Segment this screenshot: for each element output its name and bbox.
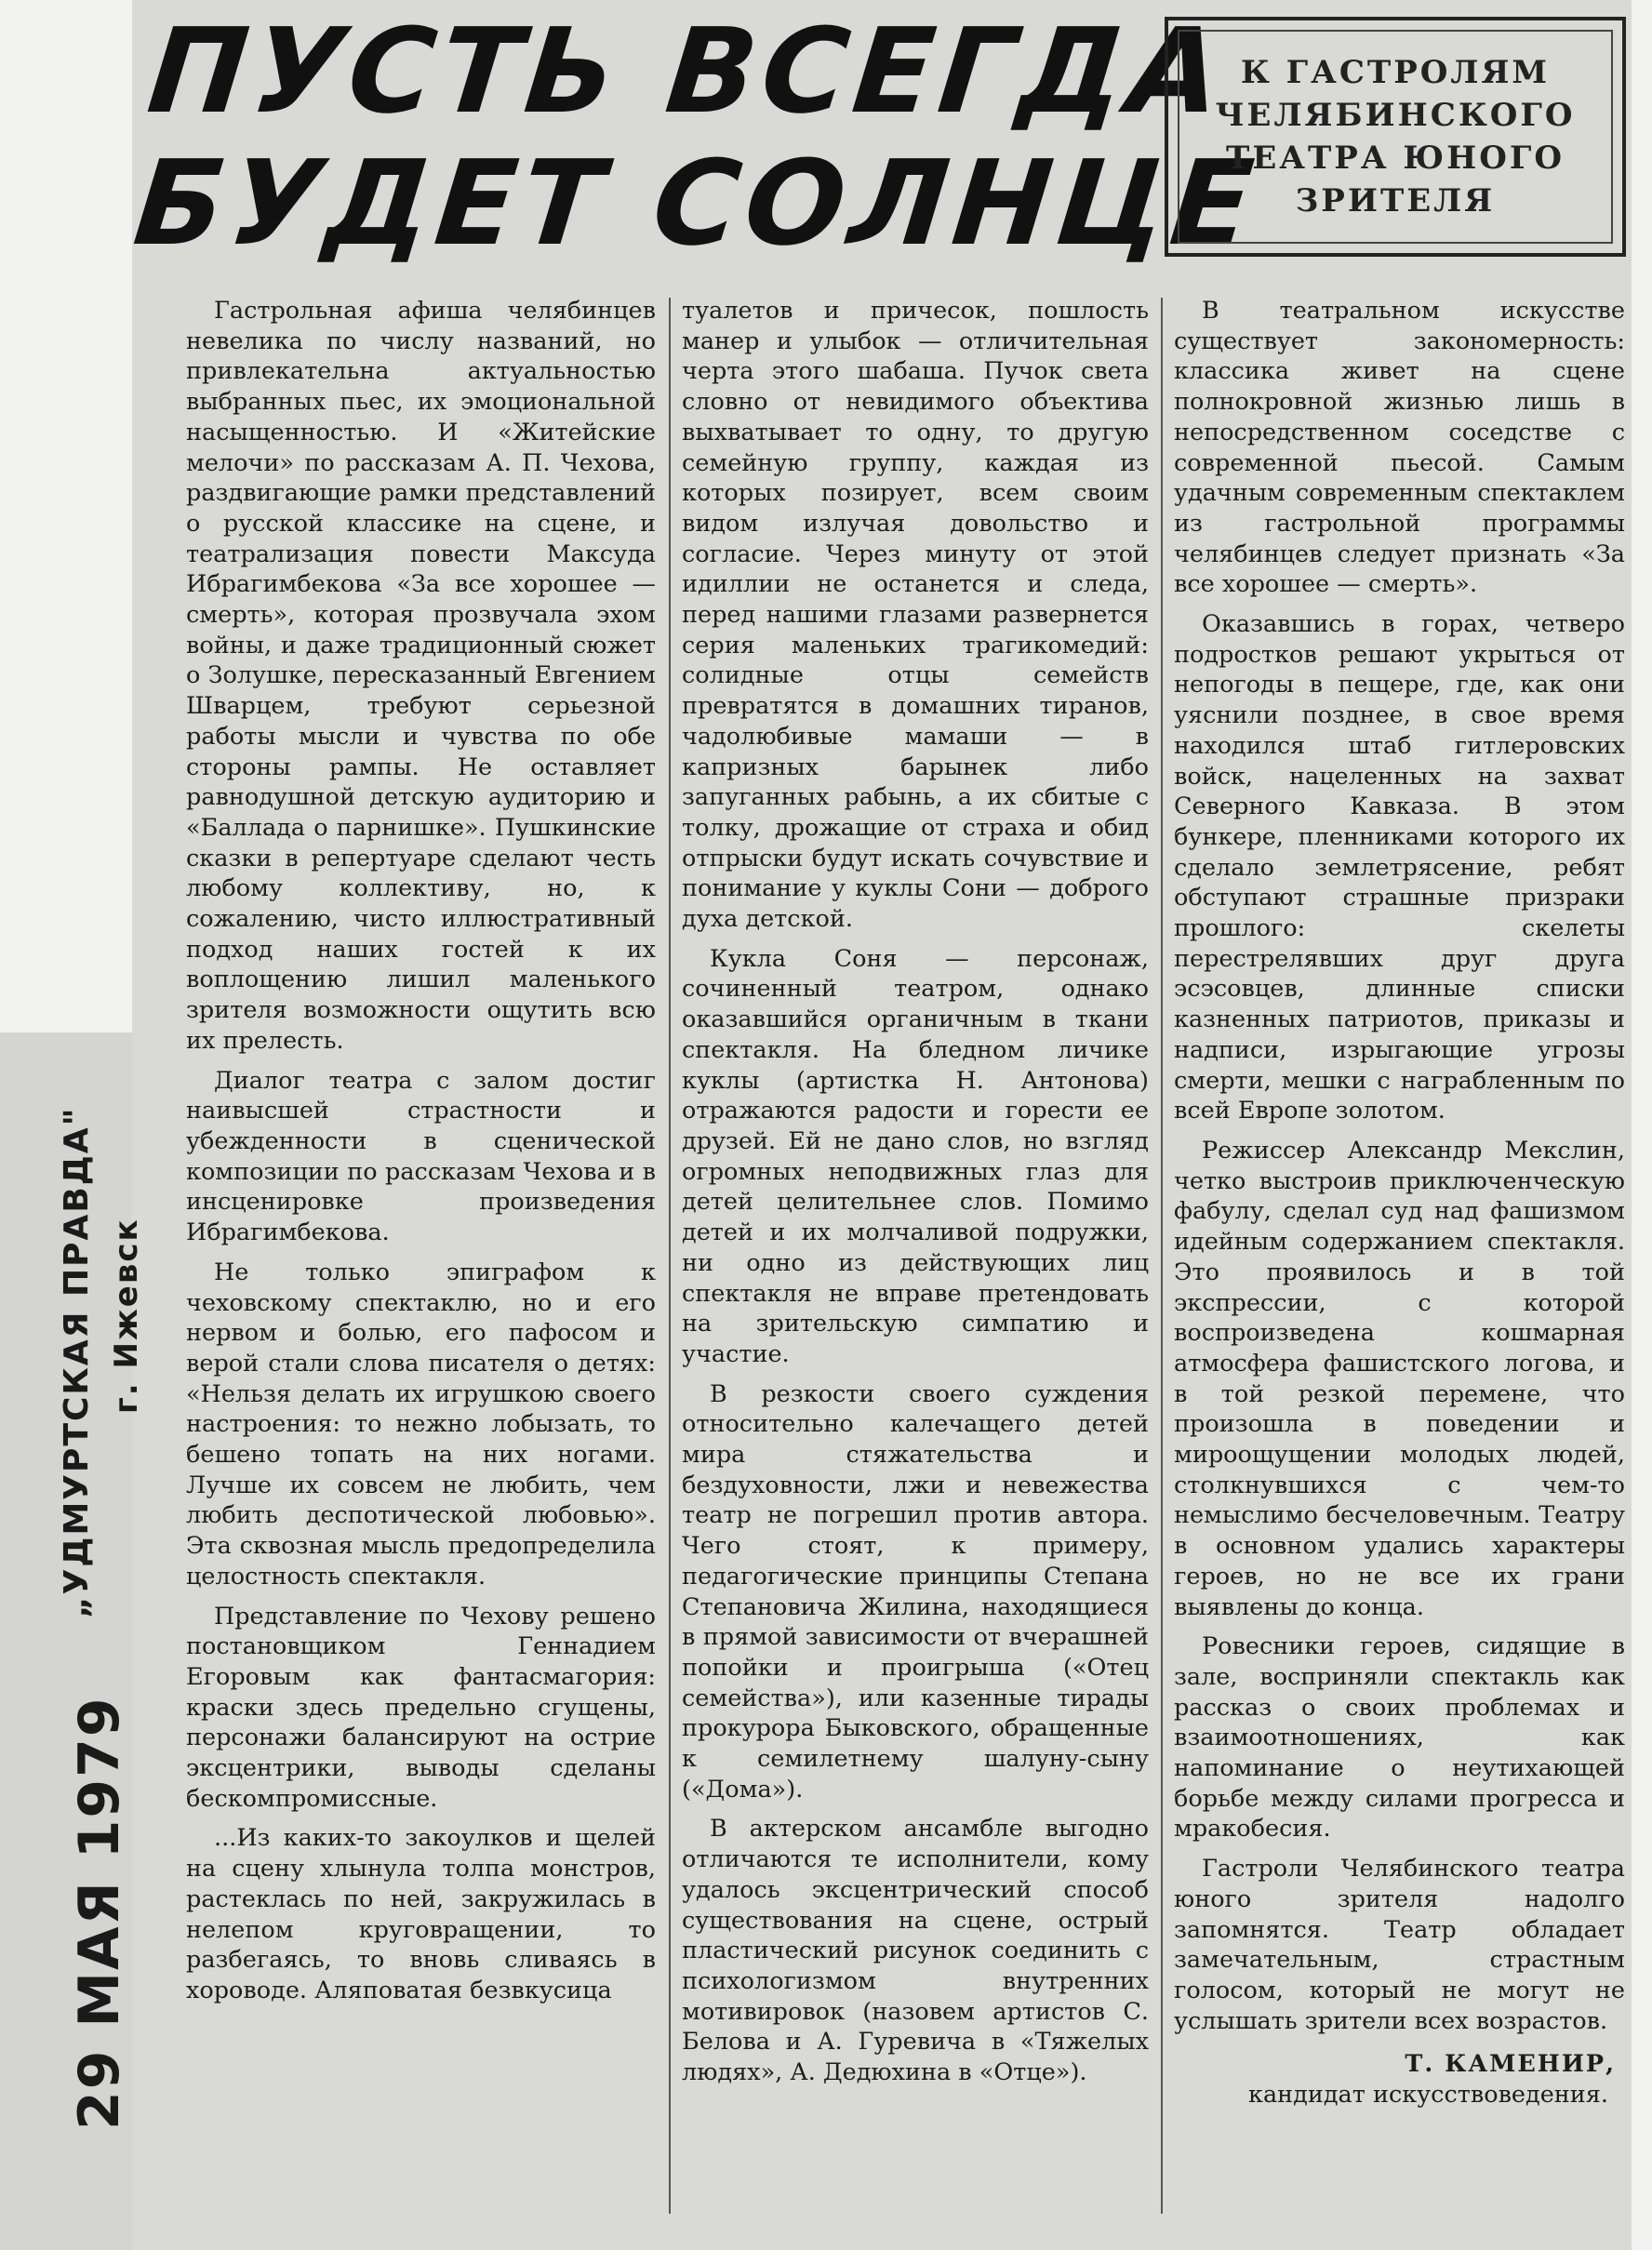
column-divider xyxy=(669,298,671,2214)
article-column-2 xyxy=(682,296,1149,2097)
rubric-line-4: ЗРИТЕЛЯ xyxy=(1295,182,1496,220)
article-headline xyxy=(127,3,1265,272)
paragraph: Не только эпиграфом к чеховскому спектаклю, но и его нервом и болью, его пафосом и верой стали слова писателя о детях: «Нельзя делать их игрушкою своего настроения: то нежно лобызать, то бешено топать на них ногами. Лучше их совсем не любить, чем любить деспотической любовью». Эта сквозная мысль предопределила целостность спектакля. xyxy=(186,1258,656,1591)
publication-date: 29 МАЯ 1979 xyxy=(67,1696,132,2130)
paragraph: Ровесники героев, сидящие в зале, восприняли спектакль как рассказ о своих проблемах и взаимоотношениях, как напоминание о неутихающей борьбе между силами прогресса и мракобесия. xyxy=(1174,1632,1625,1844)
paragraph: Представление по Чехову решено постановщиком Геннадием Егоровым как фантасмагория: краски здесь предельно сгущены, персонажи балансируют на острие эксцентрики, выводы сделаны бескомпромиссные. xyxy=(186,1602,656,1813)
paragraph: Диалог театра с залом достиг наивысшей страстности и убежденности в сценической композиции по рассказам Чехова и в инсценировке произведения Ибрагимбекова. xyxy=(186,1066,656,1247)
city-label: г. Ижевск xyxy=(108,1218,145,1414)
headline-line-2: БУДЕТ СОЛНЦЕ xyxy=(127,135,1265,272)
paragraph: туалетов и причесок, пошлость манер и улыбок — отличительная черта этого шабаша. Пучок света словно от невидимого объектива выхватывает то одну, то другую семейную группу, каждая из которых позирует, всем своим видом излучая довольство и согласие. Через минуту от этой идиллии не останется и следа, перед нашими глазами развернется серия маленьких трагикомедий: солидные отцы семейств превратятся в домашних тиранов, чадолюбивые мамаши — в капризных барынек либо запуганных рабынь, а их сбитые с толку, дрожащие от страха и обид отпрыски будут искать сочувствие и понимание у куклы Сони — доброго духа детской. xyxy=(682,297,1149,934)
paragraph: В актерском ансамбле выгодно отличаются те исполнители, кому удалось эксцентрический способ существования на сцене, острый пластический рисунок соединить с психологизмом внутренних мотивировок (назовем артистов С. Белова и А. Гуревича в «Тяжелых людях», А. Дедюхина в «Отце»). xyxy=(682,1815,1149,2087)
rubric-box xyxy=(1165,17,1626,257)
article-column-3 xyxy=(1174,296,1625,2110)
author-title: кандидат искусствоведения. xyxy=(1248,2081,1608,2110)
paragraph: Гастрольная афиша челябинцев невелика по числу названий, но привлекательна актуальностью выбранных пьес, их эмоциональной насыщенностью. И «Житейские мелочи» по рассказам А. П. Чехова, раздвигающие рамки представлений о русской классике на сцене, и театрализация повести Максуда Ибрагимбекова «За все хорошее — смерть», которая прозвучала эхом войны, и даже традиционный сюжет о Золушке, пересказанный Евгением Шварцем, требуют серьезной работы мысли и чувства по обе стороны рампы. Не оставляет равнодушной детскую аудиторию и «Баллада о парнишке». Пушкинские сказки в репертуаре сделают честь любому коллективу, но, к сожалению, чисто иллюстративный подход наших гостей к их воплощению лишил маленького зрителя возможности ощутить всю их прелесть. xyxy=(186,297,656,1055)
headline-line-1: ПУСТЬ ВСЕГДА xyxy=(141,3,1233,140)
paragraph: Режиссер Александр Мекслин, четко выстроив приключенческую фабулу, сделал суд над фашизмом идейным содержанием спектакля. Это проявилось и в той экспрессии, с которой воспроизведена кошмарная атмосфера фашистского логова, и в той резкой перемене, что произошла в поведении и мироощущении молодых людей, столкнувшихся с чем-то немыслимо бесчеловечным. Театру в основном удались характеры героев, но не все их грани выявлены до конца. xyxy=(1174,1136,1625,1621)
paragraph: Оказавшись в горах, четверо подростков решают укрыться от непогоды в пещере, где, как они уяснили позднее, в свое время находился штаб гитлеровских войск, нацеленных на захват Северного Кавказа. В этом бункере, пленниками которого их сделало землетрясение, ребят обступают страшные призраки прошлого: скелеты перестрелявших друг друга эсэсовцев, длинные списки казненных патриотов, приказы и надписи, изрыгающие угрозы смерти, мешки с награбленным по всей Европе золотом. xyxy=(1174,610,1625,1125)
newspaper-name: „УДМУРТСКАЯ ПРАВДА" xyxy=(58,1106,96,1618)
paragraph: В резкости своего суждения относительно калечащего детей мира стяжательства и бездуховности, лжи и невежества театр не погрешил против автора. Чего стоят, к примеру, педагогические принципы Степана Степановича Жилина, находящиеся в прямой зависимости от вчерашней попойки и проигрыша («Отец семейства»), или казенные тирады прокурора Быковского, обращенные к семилетнему шалуну-сыну («Дома»). xyxy=(682,1379,1149,1804)
rubric-line-3: ТЕАТРА ЮНОГО xyxy=(1226,140,1565,177)
rubric-line-2: ЧЕЛЯБИНСКОГО xyxy=(1215,97,1576,134)
rubric-line-1: К ГАСТРОЛЯМ xyxy=(1240,54,1551,91)
article-column-1 xyxy=(186,296,656,2016)
paragraph: Кукла Соня — персонаж, сочиненный театром, однако оказавшийся органичным в ткани спектакля. На бледном личике куклы (артистка Н. Антонова) отражаются радости и горести ее друзей. Ей не дано слов, но взгляд огромных неподвижных глаз для детей целительнее слов. Помимо детей и их молчаливой подружки, ни одно из действующих лиц спектакля не вправе претендовать на зрительскую симпатию и участие. xyxy=(682,944,1149,1368)
paragraph: Гастроли Челябинского театра юного зрителя надолго запомнятся. Театр обладает замечательным, страстным голосом, который не могут не услышать зрители всех возрастов. xyxy=(1174,1855,1625,2035)
author-name: Т. КАМЕНИР, xyxy=(1405,2050,1616,2079)
paragraph: ...Из каких-то закоулков и щелей на сцену хлынула толпа монстров, растеклась по ней, закружилась в нелепом круговращении, то разбегаясь, то вновь сливаясь в хороводе. Аляповатая безвкусица xyxy=(186,1824,656,2004)
paragraph: В театральном искусстве существует закономерность: классика живет на сцене полнокровной жизнью лишь в непосредственном соседстве с современной пьесой. Самым удачным современным спектаклем из гастрольной программы челябинцев следует признать «За все хорошее — смерть». xyxy=(1174,297,1625,599)
column-divider xyxy=(1161,298,1163,2214)
